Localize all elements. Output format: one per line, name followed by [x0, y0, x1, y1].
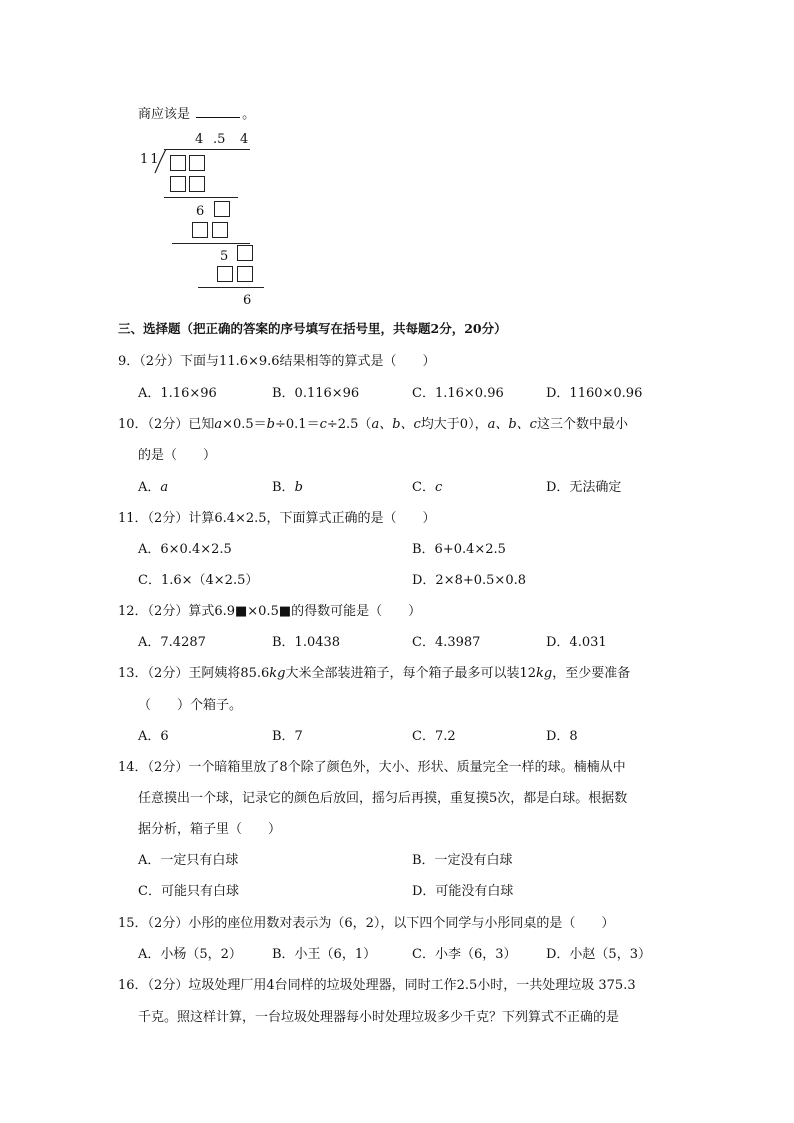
q10-option-d[interactable]: D．无法确定 [546, 480, 622, 495]
q10-stem-line1 [118, 418, 628, 431]
dividend-box-1[interactable] [170, 155, 186, 171]
q11-option-b[interactable]: B．6+0.4×2.5 [412, 542, 506, 557]
q14-option-d[interactable]: D．可能没有白球 [412, 884, 514, 899]
q10-option-b-var: b [294, 480, 303, 495]
q9-option-b[interactable]: B．0.116×96 [272, 386, 360, 401]
q9-stem: 9．（2分）下面与11.6×9.6结果相等的算式是（ ） [118, 354, 436, 369]
q8-prompt [138, 106, 255, 121]
q13-option-c[interactable]: C．7.2 [412, 729, 456, 744]
q13-option-a[interactable]: A．6 [138, 729, 169, 744]
q15-option-a[interactable]: A．小杨（5，2） [138, 947, 242, 962]
q13-text-b: 大米全部装进箱子，每个箱子最多可以装12 [285, 666, 537, 681]
quotient-digit-2: .5 [213, 132, 226, 147]
q10-text-a: 10．（2分）已知 [118, 417, 215, 432]
step4-digit-5: 5 [220, 249, 229, 264]
q13-option-d[interactable]: D．8 [546, 729, 578, 744]
q9-option-c[interactable]: C．1.16×0.96 [412, 386, 504, 401]
q10-option-a-var: a [160, 480, 169, 495]
q11-option-a[interactable]: A．6×0.4×2.5 [138, 542, 232, 557]
q12-option-a[interactable]: A．7.4287 [138, 635, 206, 650]
remainder: 6 [243, 293, 252, 308]
q10-text-d: ÷2.5（ [326, 417, 372, 432]
q10-text-f: 均大于0）， [420, 417, 488, 432]
q10-var-a: a [214, 417, 223, 432]
q14-stem-line2: 任意摸出一个球，记录它的颜色后放回，摇匀后再摸，重复摸5次，都是白球。根据数 [138, 791, 628, 806]
q13-option-b[interactable]: B．7 [272, 729, 303, 744]
q10-option-c[interactable] [412, 481, 442, 494]
q10-option-a-label: A． [138, 480, 161, 495]
q12-option-d[interactable]: D．4.031 [546, 635, 607, 650]
q10-text-h: 这三个数中最小 [536, 417, 628, 432]
q11-option-c[interactable]: C．1.6×（4×2.5） [138, 573, 259, 588]
q12-option-c[interactable]: C．4.3987 [412, 635, 481, 650]
quotient-digit-1: 4 [195, 132, 204, 147]
q12-stem: 12．（2分）算式6.9■×0.5■的得数可能是（ ） [118, 604, 422, 619]
q14-option-b[interactable]: B．一定没有白球 [412, 853, 513, 868]
q15-option-b[interactable]: B．小王（6，1） [272, 947, 377, 962]
step1-line [164, 197, 238, 198]
q14-option-c[interactable]: C．可能只有白球 [138, 884, 239, 899]
q11-stem: 11．（2分）计算6.4×2.5，下面算式正确的是（ ） [118, 511, 436, 526]
q11-option-d[interactable]: D．2×8+0.5×0.8 [412, 573, 526, 588]
q16-stem-line2: 千克。照这样计算，一台垃圾处理器每小时处理垃圾多少千克？下列算式不正确的是 [138, 1010, 620, 1025]
step5-box-1[interactable] [217, 266, 233, 282]
step1-box-2[interactable] [189, 176, 205, 192]
divisor: 11 [140, 152, 161, 167]
quotient-digit-3: 4 [240, 132, 249, 147]
q12-option-b[interactable]: B．1.0438 [272, 635, 341, 650]
q10-text-b: ×0.5＝ [222, 417, 267, 432]
q16-stem-line1: 16．（2分）垃圾处理厂用4台同样的垃圾处理器，同时工作2.5小时，一共处理垃圾 375.3 [118, 978, 636, 993]
q15-option-c[interactable]: C．小李（6，3） [412, 947, 517, 962]
step2-digit-6: 6 [196, 204, 205, 219]
q10-option-b[interactable] [272, 481, 303, 494]
q9-option-d[interactable]: D．1160×0.96 [546, 386, 643, 401]
q13-unit-2: kg [536, 666, 553, 681]
q14-stem-line1: 14．（2分）一个暗箱里放了8个除了颜色外，大小、形状、质量完全一样的球。楠楠从中 [118, 760, 626, 775]
q10-var-b: b [266, 417, 275, 432]
q10-vars-2: a、b、c [487, 417, 537, 432]
step2-box[interactable] [214, 201, 230, 217]
q10-option-c-label: C． [412, 480, 435, 495]
q10-option-c-var: c [434, 480, 443, 495]
q15-stem: 15．（2分）小彤的座位用数对表示为（6，2），以下四个同学与小彤同桌的是（ ） [118, 916, 615, 931]
q13-stem-line1 [118, 667, 630, 680]
q13-text-a: 13．（2分）王阿姨将85.6 [118, 666, 270, 681]
q10-text-c: ÷0.1＝ [275, 417, 320, 432]
dividend-box-2[interactable] [189, 155, 205, 171]
q10-vars-1: a、b、c [371, 417, 421, 432]
q8-end: 。 [242, 107, 256, 122]
step4-box[interactable] [237, 245, 253, 261]
q15-option-d[interactable]: D．小赵（5，3） [546, 947, 651, 962]
division-bracket [154, 149, 168, 175]
step5-line [198, 287, 264, 288]
q14-stem-line3: 据分析，箱子里（ ） [138, 822, 282, 837]
step3-box-2[interactable] [212, 222, 228, 238]
q14-option-a[interactable]: A．一定只有白球 [138, 853, 239, 868]
q9-option-a[interactable]: A．1.16×96 [138, 386, 217, 401]
q10-option-a[interactable] [138, 481, 168, 494]
step1-box-1[interactable] [170, 176, 186, 192]
division-bar [164, 149, 250, 150]
q8-answer-blank[interactable] [196, 106, 240, 118]
step5-box-2[interactable] [237, 266, 253, 282]
q13-text-c: ，至少要准备 [552, 666, 631, 681]
q13-unit-1: kg [269, 666, 286, 681]
q10-option-b-label: B． [272, 480, 295, 495]
step3-box-1[interactable] [192, 222, 208, 238]
q10-var-c: c [319, 417, 327, 432]
section-title: 三、选择题（把正确的答案的序号填写在括号里，共每题2分，20分） [118, 321, 507, 336]
step3-line [172, 243, 250, 244]
q13-stem-line2: （ ）个箱子。 [138, 698, 243, 713]
q10-stem-line2: 的是（ ） [138, 448, 217, 463]
q8-lead: 商应该是 [138, 107, 191, 122]
